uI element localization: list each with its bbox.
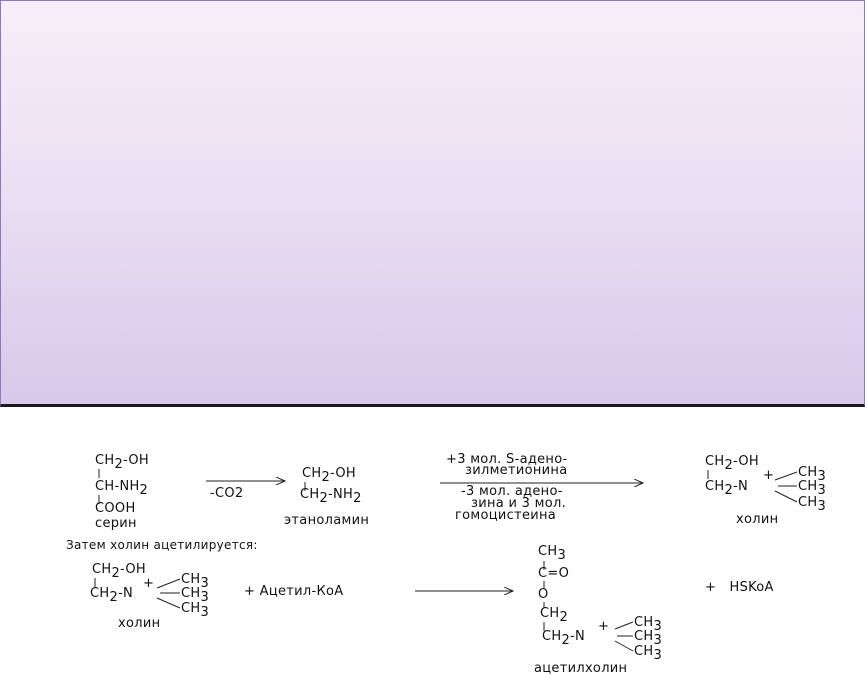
acetylcholine-methyl-1: CH3 — [634, 615, 663, 634]
serine-structure — [95, 453, 149, 531]
serine-name: серин — [95, 516, 137, 531]
choline-structure-2 — [90, 562, 209, 631]
hskoa-byproduct: + HSKoA — [705, 580, 774, 595]
serine-cooh-label: COOH — [95, 501, 136, 516]
acetyl-coa-reagent: + Ацетил-КоА — [244, 584, 344, 599]
methylation-bottom-line-1: -3 мол. адено- — [461, 484, 563, 499]
choline2-n-me-bond-1 — [157, 579, 180, 588]
choline2-methyl-3: CH3 — [181, 601, 210, 620]
choline-n-me-bond-1 — [775, 472, 797, 480]
acetylcholine-carbonyl: C=O — [538, 566, 570, 581]
methylation-bottom-line-2: зина и 3 мол. — [471, 496, 567, 511]
acetylcholine-ch3-label: CH3 — [538, 544, 567, 563]
ethanolamine-structure — [284, 466, 369, 528]
acetylcholine-ch2-n-label: CH2-N — [542, 629, 586, 648]
choline2-plus-charge: + — [143, 576, 155, 591]
choline2-ch2-oh-label: CH2-OH — [92, 562, 146, 581]
caption-acetylation: Затем холин ацетилируется: — [66, 538, 258, 552]
ethanolamine-ch2-oh-label: CH2-OH — [302, 466, 356, 485]
choline-methyl-1: CH3 — [798, 465, 827, 484]
acetylcholine-methyl-2: CH3 — [634, 629, 663, 648]
serine-ch2-label: CH2-OH — [95, 453, 149, 472]
methylation-arrow — [440, 452, 643, 523]
acetylcholine-structure — [534, 544, 662, 676]
acetylcholine-n-me-bond-1 — [615, 622, 633, 629]
choline-name: холин — [736, 512, 779, 527]
choline2-n-me-bond-3 — [157, 598, 180, 608]
methylation-top-line-1: +3 мол. S-адено- — [446, 452, 568, 467]
acetylcholine-ch2-label: CH2 — [540, 606, 569, 625]
choline2-name: холин — [118, 616, 161, 631]
choline-plus-charge: + — [763, 468, 775, 483]
choline-n-me-bond-3 — [775, 491, 797, 502]
choline-methyl-2: CH3 — [798, 479, 827, 498]
choline-structure-1 — [705, 454, 826, 527]
serine-ch-nh2-label: CH-NH2 — [95, 479, 149, 498]
acetylcholine-plus-charge: + — [598, 619, 610, 634]
methylation-top-line-2: зилметионина — [465, 463, 568, 478]
acetylcholine-n-me-bond-3 — [615, 641, 633, 651]
choline2-methyl-2: CH3 — [181, 586, 210, 605]
choline-ch2-n-label: CH2-N — [705, 479, 749, 498]
choline-ch2-oh-label: CH2-OH — [705, 454, 759, 473]
acetylcholine-name: ацетилхолин — [534, 661, 628, 676]
methylation-bottom-line-3: гомоцистеина — [455, 508, 557, 523]
ethanolamine-ch2-nh2-label: CH2-NH2 — [300, 487, 362, 506]
decarboxylation-arrow — [206, 481, 285, 501]
choline2-ch2-n-label: CH2-N — [90, 586, 134, 605]
decarboxylation-label: -CO2 — [210, 486, 244, 501]
choline2-methyl-1: CH3 — [181, 572, 210, 591]
choline-methyl-3: CH3 — [798, 495, 827, 514]
ethanolamine-name: этаноламин — [284, 513, 370, 528]
choline-synthesis-scheme — [0, 408, 865, 676]
acetylcholine-methyl-3: CH3 — [634, 644, 663, 663]
acetylcholine-ester-oxygen: O — [538, 587, 549, 602]
